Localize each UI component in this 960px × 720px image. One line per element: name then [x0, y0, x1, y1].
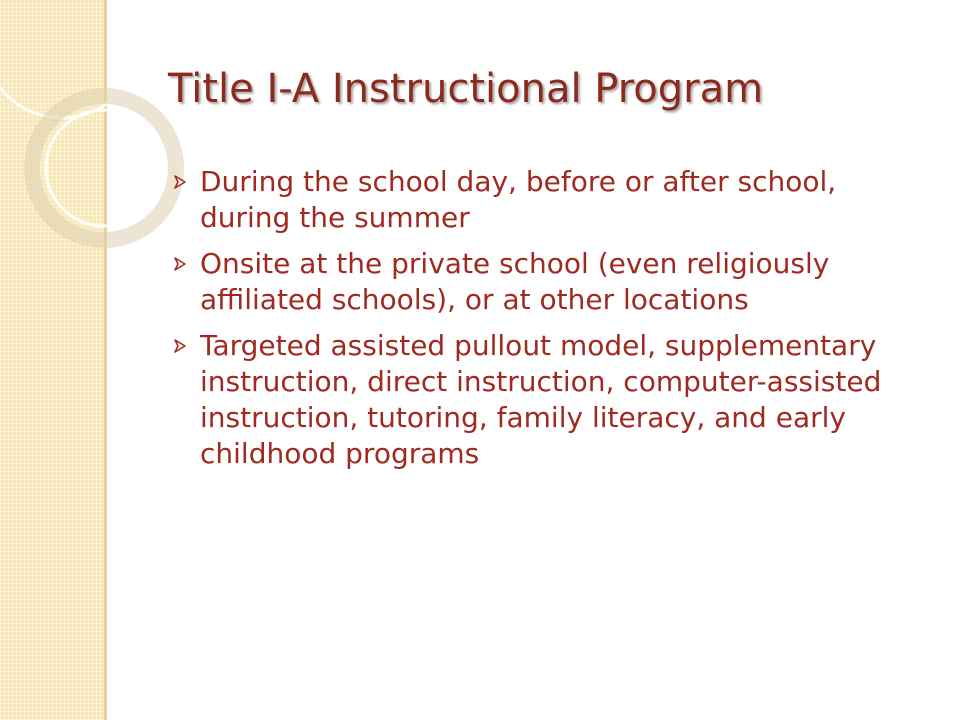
bullet-item: [170, 164, 930, 236]
decorative-circle-inner: [46, 110, 162, 226]
arrowhead-bullet-icon: [172, 256, 188, 272]
bullet-text: During the school day, before or after school, during the summer: [200, 165, 837, 234]
arrowhead-bullet-icon: [172, 174, 188, 190]
bullet-item: [170, 328, 930, 472]
decorative-circle-medium: [32, 96, 176, 240]
slide-title: Title I-A Instructional Program: [168, 66, 764, 112]
bullet-text: Targeted assisted pullout model, supplementary instruction, direct instruction, computer-assisted instruction, tutoring, family literacy, and early childhood programs: [200, 329, 882, 470]
arrowhead-bullet-icon: [172, 338, 188, 354]
bullet-list: [170, 164, 930, 482]
bullet-item: [170, 246, 930, 318]
bullet-text: Onsite at the private school (even religiously affiliated schools), or at other locations: [200, 247, 830, 316]
